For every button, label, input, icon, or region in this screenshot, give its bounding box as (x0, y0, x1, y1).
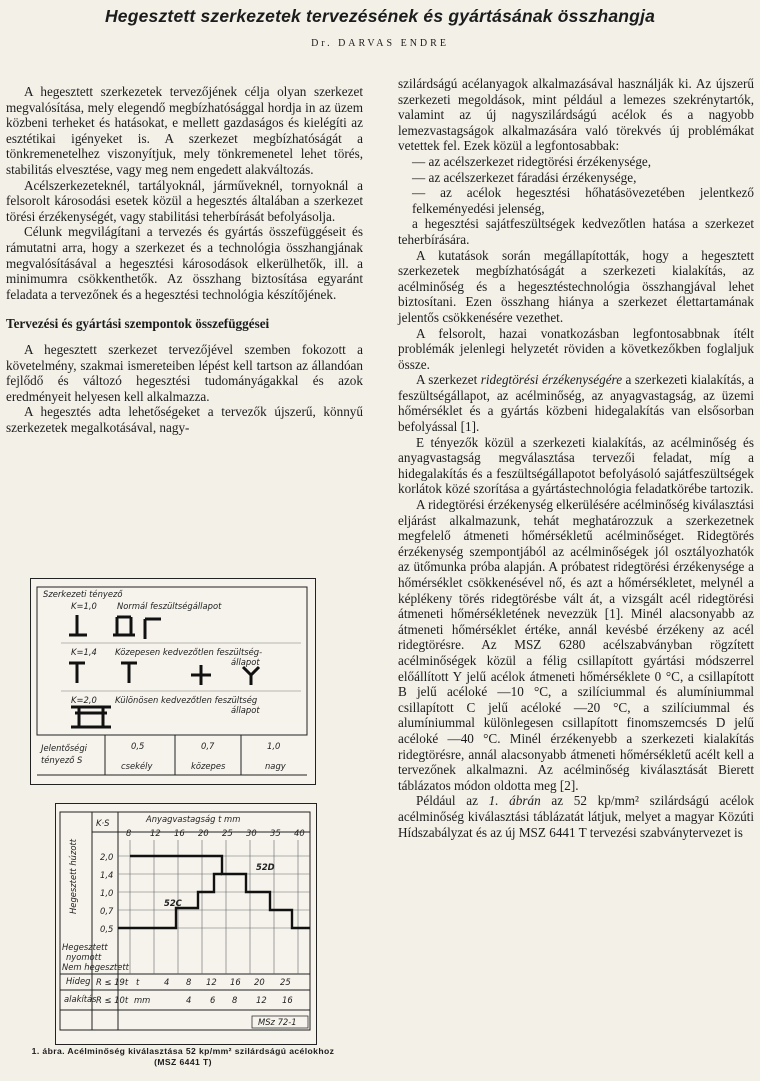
s-word-mid: közepes (191, 761, 226, 771)
left-column (6, 84, 363, 435)
row-label-compressed-2: nyomott (66, 952, 102, 962)
paragraph (398, 372, 754, 434)
k2-text-2: állapot (231, 657, 260, 667)
ks-value: 0,7 (100, 906, 114, 916)
steel-grade-drawing (56, 804, 316, 1044)
thickness-tick: 40 (294, 828, 305, 838)
factor-title: Szerkezeti tényező (43, 589, 123, 599)
structural-factor-drawing (31, 579, 315, 784)
r-ratio-1: R ≤ 19t (96, 977, 129, 987)
ks-value: 1,4 (100, 870, 114, 880)
ks-value: 0,5 (100, 924, 114, 934)
thickness-ticks (126, 828, 305, 838)
s-word-high: nagy (265, 761, 286, 771)
standard-stamp: MSz 72-1 (258, 1017, 297, 1027)
cold-value: 16 (230, 977, 241, 987)
text-run: az 52 kp/mm² szilárdságú acélok acélminőség kiválasztási táblázatát látjuk, melyet a magyar Közúti Hídszabályzat és az új MSZ 6441 T tervezési szabványtervezet is (398, 793, 754, 840)
cold-value: 4 (164, 977, 170, 987)
k3-label: K=2,0 (71, 695, 97, 705)
caption-line-2: (MSZ 6441 T) (154, 1057, 212, 1067)
cold-row-1-values (136, 977, 291, 987)
structural-factor-table (30, 578, 316, 785)
significance-label-1: Jelentőségi (41, 743, 87, 753)
thickness-tick: 25 (222, 828, 233, 838)
text-run: a szerkezeti kialakítás, a feszültségállapot, az acélminőség, az anyagvastagság, az üzemi hőmérséklet és a gyártás közbeni hidegalakítás van elsősorban befolyással [1]. (398, 372, 755, 435)
paragraph: A kutatások során megállapították, hogy a hegesztett szerkezetek megbízhatóságát a szerkezeti kialakítás, az acélminőség és a hegesztéstechnológia összhangjával lehet biztosítani. Ezen összhang hiánya a szerkezet élettartamának jelentős csökkenésére vezethet. (398, 247, 754, 325)
paragraph: A hegesztés adta lehetőségeket a tervezők újszerű, könnyű szerkezetek megalkotásával, nagy- (6, 404, 363, 435)
emphasis: ridegtörési érzékenységére (480, 372, 623, 388)
cold-value: 6 (210, 995, 216, 1005)
section-heading: Tervezési és gyártási szempontok összefüggései (6, 316, 270, 332)
paragraph: Célunk megvilágítani a tervezés és gyártás összefüggéseit és rámutatni arra, hogy a szerkezet és a technológia összhangjának megvalósításával a hegesztési károsodások elkerülhetők, ill. a minimumra csökkenthetők. Az összhang biztosítása egyaránt feladata a tervezőnek és a hegesztési technológia készítőjének. (6, 224, 363, 302)
figure-1 (30, 578, 320, 1038)
grade-52d-label: 52D (256, 862, 275, 872)
side-label: Hegesztett húzott (68, 838, 78, 914)
paragraph (398, 793, 754, 840)
list-item: a hegesztési sajátfeszültségek kedvezőtlen hatása a szerkezet teherbírására. (398, 216, 754, 247)
s-value-mid: 0,7 (201, 741, 215, 751)
caption-line-1: 1. ábra. Acélminőség kiválasztása 52 kp/mm² szilárdságú acélokhoz (31, 1046, 335, 1056)
cold-value: 20 (254, 977, 265, 987)
thickness-header: Anyagvastagság t mm (146, 814, 241, 824)
thickness-tick: 8 (126, 828, 132, 838)
author-line: Dr. DARVAS ENDRE (311, 38, 449, 49)
text-run: A szerkezet (416, 372, 481, 388)
k1-label: K=1,0 (71, 601, 97, 611)
ks-value: 2,0 (100, 852, 114, 862)
list-item: — az acélok hegesztési hőhatásövezetében jelentkező felkeményedési jelenség, (412, 185, 754, 216)
grid-lines (118, 840, 310, 974)
r-ratio-2: R ≤ 10t (96, 995, 129, 1005)
significance-label-2: tényező S (41, 755, 83, 765)
cold-value: mm (134, 995, 151, 1005)
thickness-tick: 16 (174, 828, 185, 838)
cold-value: 8 (186, 977, 192, 987)
paragraph: A felsorolt, hazai vonatkozásban legfontosabbnak ítélt problémák jelenlegi helyzetét röviden a következőkben foglaljuk össze. (398, 325, 754, 372)
cold-value: 25 (280, 977, 291, 987)
row-label-compressed-1: Hegesztett (62, 942, 108, 952)
cold-value: 16 (282, 995, 293, 1005)
thickness-tick: 30 (246, 828, 257, 838)
s-word-low: csekély (121, 761, 153, 771)
paragraph: A hegesztett szerkezetek tervezőjének célja olyan szerkezet megvalósítása, mely elegendő megbízhatósággal hordja in az üzem közbeni terheket és hatásokat, e mellett gazdaságos és kielégíti az esztétikai igényeket is. A szerkezet megbízhatóságát a tönkremenetelhez viszonyítjuk, mely tönkremenetel lehet törés, stabilitás elvesztése, vagy meg nem engedett alakváltozás. (6, 84, 363, 177)
cold-forming-2: alakítás (64, 994, 97, 1004)
cold-value: 8 (232, 995, 238, 1005)
k2-text: Közepesen kedvezőtlen feszültség- (115, 647, 263, 657)
paragraph: A hegesztett szerkezet tervezőjével szemben fokozott a követelmény, szakmai ismereteiben lépést kell tartson az állandóan fejlődő és változó hegesztési tudományágakkal és azok eredményeit helyesen kell alkalmazza. (6, 341, 363, 404)
steel-grade-table (55, 803, 317, 1045)
ks-header: K·S (96, 818, 110, 828)
cold-value: t (136, 977, 140, 987)
k2-label: K=1,4 (71, 647, 97, 657)
article-title: Hegesztett szerkezetek tervezésének és gyártásának összhangja (104, 6, 656, 26)
row-label-not-welded: Nem hegesztett (62, 962, 129, 972)
text-run: Például az (416, 793, 489, 809)
list-item: — az acélszerkezet fáradási érzékenysége, (412, 169, 637, 185)
right-column (398, 76, 754, 840)
ks-value: 1,0 (100, 888, 114, 898)
paragraph: A ridegtörési érzékenység elkerülésére acélminőség kiválasztási eljárást alkalmazunk, tehát meghatározzuk a szerkezetnek megfelelő átmeneti hőmérsékletű acélminőséget. Ridegtörés érzékenység szempontjából az acélminőségek jól osztályozhatók az ütőmunka próba alapján. A próbatest ridegtörési érzékenysége a hőmérséklet csökkenésével nő, és azt a hőmérsékletet, melynél a képlékeny törés ridegtörésbe vált át, a vizsgált acél ridegtörési átmeneti hőmérsékletének nevezzük [1]. Minél alacsonyabb az átmeneti hőmérséklet értéke, annál kevésbé érzékeny az acél ridegtörésre. Az MSZ 6280 acélszabványban rögzített acélminőségek közül a félig csillapított gyártási módszerrel előállított Y jelű acélok átmeneti hőmérséklete 0 °C, a csillapított B jelű acéloké —10 °C, a szilíciummal és alumíniummal csillapított C jelű acéloké —20 °C, a szilíciummal és alumíniummal különlegesen csillapított finomszemcsés D jelű acéloké —40 °C. Minél érzékenyebb a szerkezeti kialakítás ridegtörésre, annál alacsonyabb átmeneti hőmérsékletű acélt kell a tervezőnek alkalmazni. Az acélminőség kiválasztását Bierett táblázatos módon oldotta meg [2]. (398, 497, 754, 793)
s-value-low: 0,5 (131, 741, 145, 751)
cold-forming-1: Hideg (66, 976, 91, 986)
k1-text: Normál feszültségállapot (117, 601, 222, 611)
thickness-tick: 35 (270, 828, 281, 838)
list-item: — az acélszerkezet ridegtörési érzékenysége, (412, 153, 652, 169)
k3-text: Különösen kedvezőtlen feszültség (115, 695, 258, 705)
thickness-tick: 20 (198, 828, 209, 838)
paragraph: E tényezők közül a szerkezeti kialakítás, az acélminőség és anyagvastagság megválasztása tervezői feladat, míg a hidegalakítás és a feszültségállapotot befolyásoló sajátfeszültségek korlátok közé szorítása a gyártástechnológia feladatkörébe tartozik. (398, 434, 754, 497)
cold-row-2-values (134, 995, 293, 1005)
cold-value: 12 (206, 977, 217, 987)
cold-value: 4 (186, 995, 192, 1005)
k3-text-2: állapot (231, 705, 260, 715)
k3-profiles (71, 707, 111, 727)
figure-caption (8, 1046, 358, 1068)
thickness-tick: 12 (150, 828, 161, 838)
grade-52c-label: 52C (164, 898, 182, 908)
cold-value: 12 (256, 995, 267, 1005)
s-value-high: 1,0 (267, 741, 281, 751)
emphasis: 1. ábrán (488, 793, 541, 809)
paragraph: Acélszerkezeteknél, tartályoknál, járműveknél, tornyoknál a felsorolt károsodási esetek közül a hegesztés általában a szerkezet törési érzékenységét, vagy stabilitási teherbírását befolyásolja. (6, 177, 363, 224)
paragraph: szilárdságú acélanyagok alkalmazásával használják ki. Az újszerű szerkezeti megoldások, mint például a lemezes szekrénytartók, valamint az új nagyszilárdságú acélok és a nagyobb lemezvastagságok alkalmazására való törekvés új problémákat vetettek fel. Ezek közül a legfontosabbak: (398, 76, 754, 154)
k1-profiles (69, 615, 161, 639)
